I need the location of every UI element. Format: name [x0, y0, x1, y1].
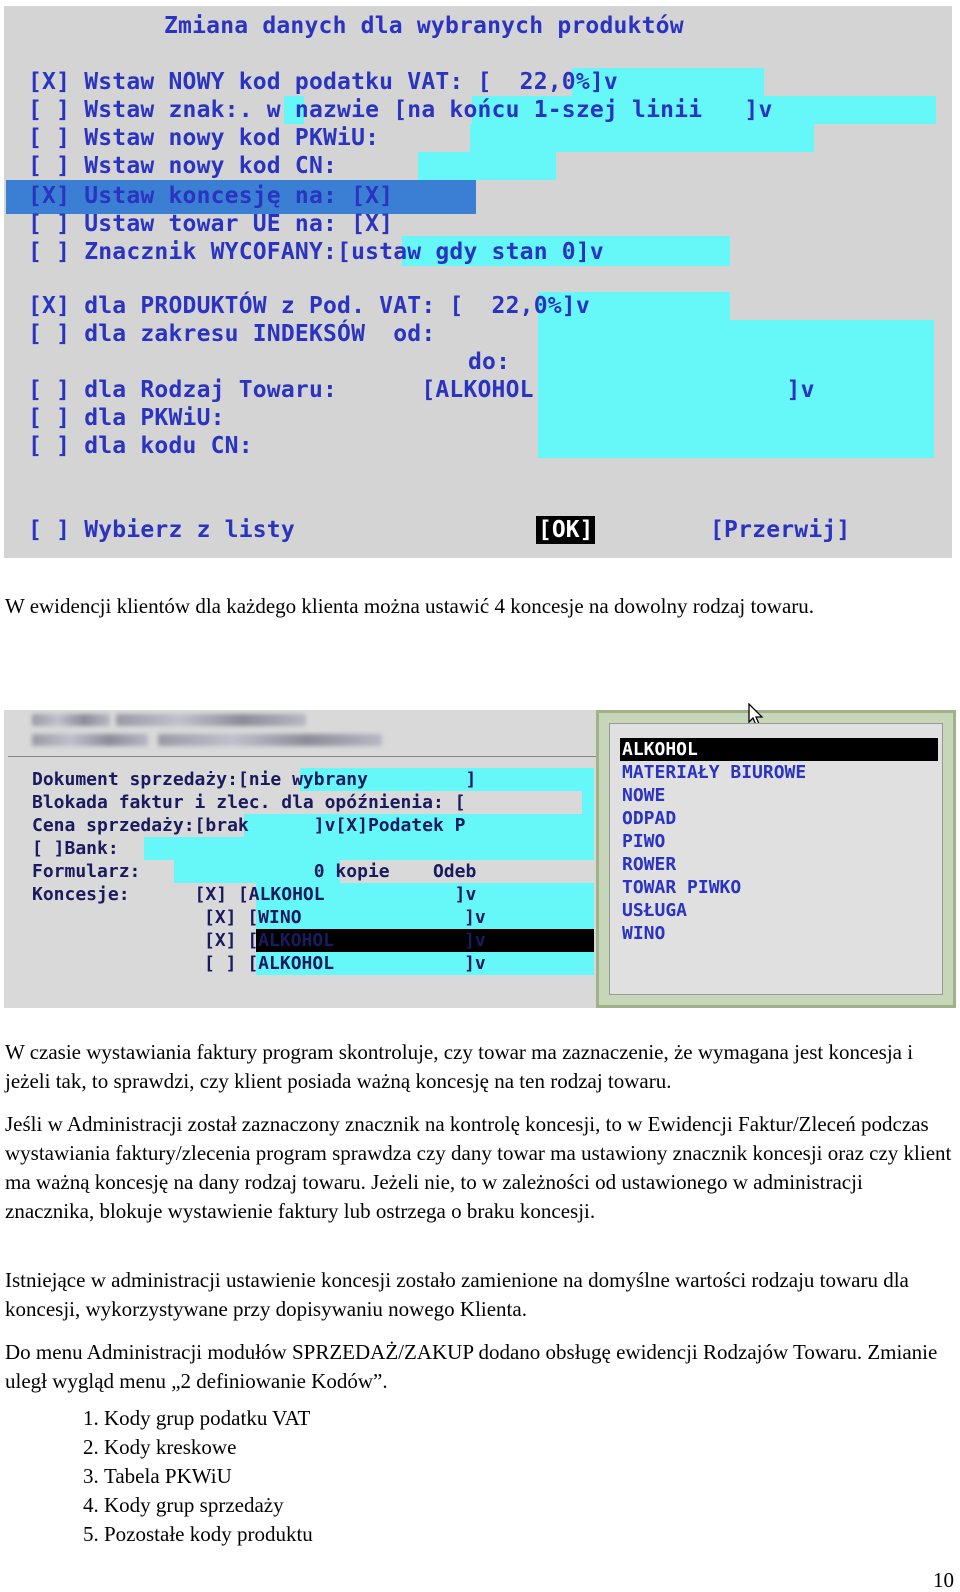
- list-item: 1. Kody grup podatku VAT: [104, 1404, 313, 1433]
- row-pkwiu[interactable]: [ ] Wstaw nowy kod PKWiU:: [28, 125, 380, 151]
- popup-item-beer[interactable]: PIWO: [622, 831, 666, 852]
- row-concession-3[interactable]: [X] [ALKOHOL ]v: [204, 930, 486, 951]
- blurred-client-name: [32, 714, 110, 726]
- list-item: 3. Tabela PKWiU: [104, 1462, 313, 1491]
- row-insert-char[interactable]: [ ] Wstaw znak:. w nazwie [na końcu 1-szej linii ]v: [28, 97, 773, 123]
- cn-field-bg: [418, 152, 556, 180]
- popup-item-bike[interactable]: ROWER: [622, 854, 677, 875]
- goods-type-popup[interactable]: [596, 710, 956, 1008]
- paragraph-administration: Jeśli w Administracji został zaznaczony znacznik na kontrolę koncesji, to w Ewidencji Faktur/Zleceń podczas wystawiania faktury/zlecenia program sprawdza czy dany towar ma ustawiony znacznik koncesji oraz czy klient ma ważną koncesję na dany rodzaj towaru. Jeżeli nie, to w zależności od ustawionego w administracji znacznika, blokuje wystawienie faktury lub ostrzega o braku koncesji.: [5, 1112, 952, 1223]
- popup-item-small-beer[interactable]: TOWAR PIWKO: [622, 877, 742, 898]
- paragraph-clients-concessions: W ewidencji klientów dla każdego klienta można ustawić 4 koncesje na dowolny rodzaj towaru.: [5, 594, 815, 618]
- cancel-button[interactable]: [Przerwij]: [710, 517, 851, 543]
- popup-list: [609, 723, 943, 995]
- codes-menu-list: [78, 1404, 313, 1549]
- list-item: 2. Kody kreskowe: [104, 1433, 313, 1462]
- paragraph-default-values: Istniejące w administracji ustawienie koncesji zostało zamienione na domyślne wartości rodzaju towaru dla koncesji, wykorzystywane przy dopisywaniu nowego Klienta.: [5, 1268, 909, 1321]
- popup-item-office[interactable]: MATERIAŁY BIUROWE: [622, 762, 807, 783]
- popup-item-service[interactable]: USŁUGA: [622, 900, 688, 921]
- block-field-bg: [582, 791, 594, 814]
- popup-item-alkohol[interactable]: ALKOHOL: [620, 738, 938, 761]
- page-number: 10: [933, 1568, 954, 1592]
- row-pkwiu-filter[interactable]: [ ] dla PKWiU:: [28, 405, 225, 431]
- blurred-phone-label: [32, 734, 148, 746]
- row-products-vat[interactable]: [X] dla PRODUKTÓW z Pod. VAT: [ 22,0%]v: [28, 293, 590, 319]
- row-sales-document[interactable]: Dokument sprzedaży:[nie wybrany ]: [32, 769, 477, 790]
- row-bank[interactable]: [ ]Bank:: [32, 838, 119, 859]
- pkwiu-field-bg: [470, 124, 814, 152]
- divider: [8, 756, 598, 757]
- bank-field-bg: [144, 837, 594, 860]
- row-goods-type[interactable]: [ ] dla Rodzaj Towaru: [ALKOHOL ]v: [28, 377, 815, 403]
- row-cn[interactable]: [ ] Wstaw nowy kod CN:: [28, 153, 338, 179]
- row-invoice-block[interactable]: Blokada faktur i zlec. dla opóźnienia: [: [32, 792, 466, 813]
- row-form[interactable]: Formularz: 0 kopie Odeb: [32, 861, 477, 882]
- blurred-client-address: [116, 714, 306, 726]
- ok-button[interactable]: [OK]: [538, 517, 594, 543]
- row-sales-price[interactable]: Cena sprzedaży:[brak ]v[X]Podatek P: [32, 815, 466, 836]
- row-vat-code[interactable]: [X] Wstaw NOWY kod podatku VAT: [ 22,0%]v: [28, 69, 618, 95]
- blurred-phone-number: [158, 734, 382, 746]
- list-item: 4. Kody grup sprzedaży: [104, 1491, 313, 1520]
- row-concession-1[interactable]: Koncesje: [X] [ALKOHOL ]v: [32, 884, 477, 905]
- popup-item-new[interactable]: NOWE: [622, 785, 666, 806]
- popup-item-waste[interactable]: ODPAD: [622, 808, 677, 829]
- row-withdrawn[interactable]: [ ] Znacznik WYCOFANY:[ustaw gdy stan 0]v: [28, 239, 604, 265]
- row-concession[interactable]: [X] Ustaw koncesję na: [X]: [28, 183, 394, 209]
- select-from-list-checkbox[interactable]: [ ] Wybierz z listy: [28, 517, 295, 543]
- row-eu-goods[interactable]: [ ] Ustaw towar UE na: [X]: [28, 211, 394, 237]
- dialog-title: Zmiana danych dla wybranych produktów: [164, 13, 684, 39]
- paragraph-menu-changes: Do menu Administracji modułów SPRZEDAŻ/ZAKUP dodano obsługę ewidencji Rodzajów Towaru. Zmianie uległ wygląd menu „2 definiowanie Kodów”.: [5, 1340, 938, 1393]
- row-cn-filter[interactable]: [ ] dla kodu CN:: [28, 433, 253, 459]
- paragraph-invoice-check: W czasie wystawiania faktury program skontroluje, czy towar ma zaznaczenie, że wymagana jest koncesja i jeżeli tak, to sprawdzi, czy klient posiada ważną koncesję na ten rodzaj towaru.: [5, 1040, 914, 1093]
- row-concession-2[interactable]: [X] [WINO ]v: [204, 907, 486, 928]
- row-concession-4[interactable]: [ ] [ALKOHOL ]v: [204, 953, 486, 974]
- screenshot-change-products: [4, 6, 952, 558]
- list-item: 5. Pozostałe kody produktu: [104, 1520, 313, 1549]
- row-index-range[interactable]: [ ] dla zakresu INDEKSÓW od:: [28, 321, 436, 347]
- popup-item-wine[interactable]: WINO: [622, 923, 666, 944]
- label-to: do:: [468, 349, 511, 375]
